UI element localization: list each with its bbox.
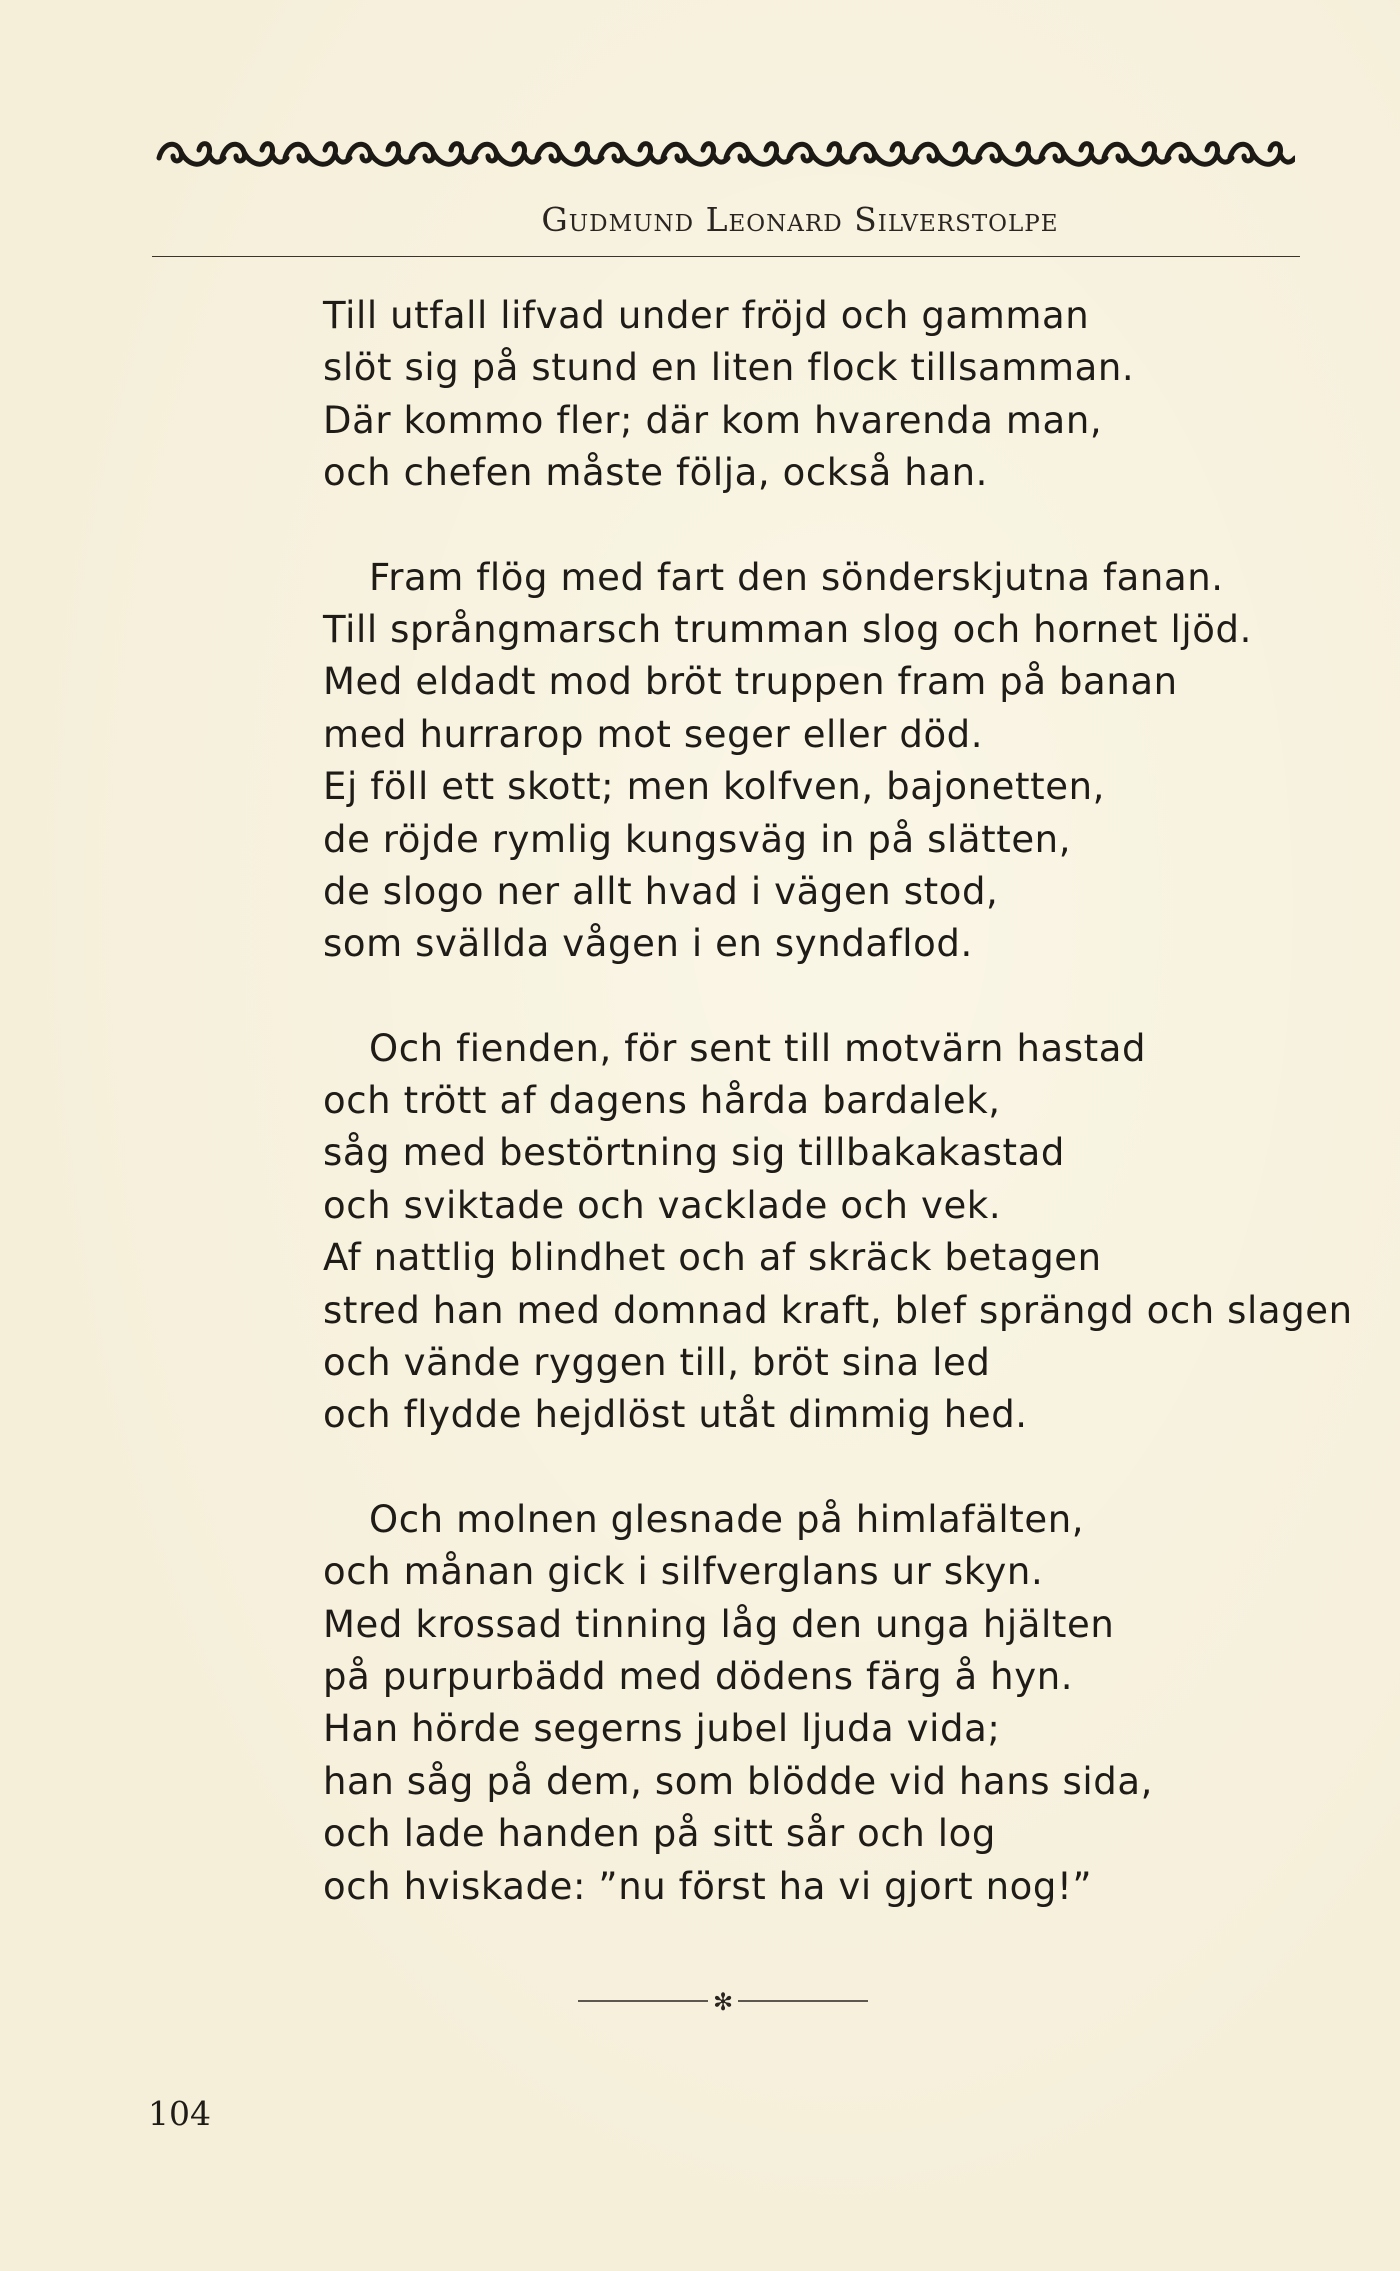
poem-line: såg med bestörtning sig tillbakakastad bbox=[323, 1131, 1066, 1175]
stanza bbox=[323, 1023, 1353, 1442]
poem-line: och vände ryggen till, bröt sina led bbox=[323, 1341, 991, 1385]
poem-line: Och fienden, för sent till motvärn hastad bbox=[369, 1026, 1147, 1070]
stanza bbox=[323, 552, 1323, 971]
scroll-ornament-icon bbox=[411, 144, 476, 165]
poem-line: med hurrarop mot seger eller död. bbox=[323, 712, 984, 756]
scroll-ornament-icon bbox=[222, 144, 287, 165]
scroll-ornament-icon bbox=[915, 144, 980, 165]
poem-line: Han hörde segerns jubel ljuda vida; bbox=[323, 1707, 1001, 1751]
poem-line: och sviktade och vacklade och vek. bbox=[323, 1183, 1002, 1227]
poem-line: Med krossad tinning låg den unga hjälten bbox=[323, 1602, 1115, 1646]
poem-line: som svällda vågen i en syndaflod. bbox=[323, 922, 973, 966]
poem-line: Af nattlig blindhet och af skräck betagen bbox=[323, 1236, 1102, 1280]
poem-line: Till språngmarsch trumman slog och hornet ljöd. bbox=[323, 607, 1252, 651]
scroll-ornament-icon bbox=[663, 144, 728, 165]
scroll-ornament-icon bbox=[726, 144, 791, 165]
scroll-ornament-icon bbox=[600, 144, 665, 165]
poem-line: Där kommo fler; där kom hvarenda man, bbox=[323, 398, 1103, 442]
poem-line: Med eldadt mod bröt truppen fram på banan bbox=[323, 660, 1178, 704]
poem-line: och månan gick i silfverglans ur skyn. bbox=[323, 1550, 1044, 1594]
poem-line: stred han med domnad kraft, blef sprängd och slagen bbox=[323, 1288, 1353, 1332]
scroll-ornament-icon bbox=[852, 144, 917, 165]
section-divider bbox=[578, 1986, 868, 2016]
poem-line: de röjde rymlig kungsväg in på slätten, bbox=[323, 817, 1072, 861]
poem-line: slöt sig på stund en liten flock tillsamman. bbox=[323, 346, 1135, 390]
running-header-author: Gudmund Leonard Silverstolpe bbox=[541, 200, 1059, 239]
poem-line: Ej föll ett skott; men kolfven, bajonetten, bbox=[323, 765, 1105, 809]
asterism-icon: ✻ bbox=[712, 1988, 734, 2016]
poem-line: och trött af dagens hårda bardalek, bbox=[323, 1079, 1001, 1123]
scroll-ornament-icon bbox=[1104, 144, 1169, 165]
scroll-ornament-icon bbox=[348, 144, 413, 165]
poem-line: och hviskade: ”nu först ha vi gjort nog!” bbox=[323, 1864, 1093, 1908]
decorative-border-ornament bbox=[155, 128, 1295, 180]
poem-line: Och molnen glesnade på himlafälten, bbox=[369, 1497, 1085, 1541]
poem-line: på purpurbädd med dödens färg å hyn. bbox=[323, 1654, 1074, 1698]
poem-body bbox=[323, 290, 1353, 1965]
scroll-ornament-icon bbox=[474, 144, 539, 165]
scroll-ornament-icon bbox=[1230, 144, 1295, 165]
scroll-ornament-icon bbox=[978, 144, 1043, 165]
scroll-ornament-icon bbox=[789, 144, 854, 165]
scroll-ornament-icon bbox=[285, 144, 350, 165]
poem-line: Fram flög med fart den sönderskjutna fanan. bbox=[369, 555, 1224, 599]
scroll-ornament-icon bbox=[537, 144, 602, 165]
poem-line: och chefen måste följa, också han. bbox=[323, 451, 989, 495]
scroll-ornament-icon bbox=[159, 144, 224, 165]
poem-line: och lade handen på sitt sår och log bbox=[323, 1812, 996, 1856]
poem-line: Till utfall lifvad under fröjd och gamman bbox=[323, 294, 1090, 337]
header-rule bbox=[152, 256, 1300, 257]
poem-line: och flydde hejdlöst utåt dimmig hed. bbox=[323, 1393, 1028, 1437]
poem-line: de slogo ner allt hvad i vägen stod, bbox=[323, 869, 999, 913]
scroll-ornament-icon bbox=[1041, 144, 1106, 165]
poem-line: han såg på dem, som blödde vid hans sida, bbox=[323, 1759, 1153, 1803]
page-number: 104 bbox=[148, 2094, 211, 2133]
scroll-ornament-icon bbox=[1167, 144, 1232, 165]
stanza bbox=[323, 1494, 1323, 1913]
stanza bbox=[323, 290, 1323, 500]
